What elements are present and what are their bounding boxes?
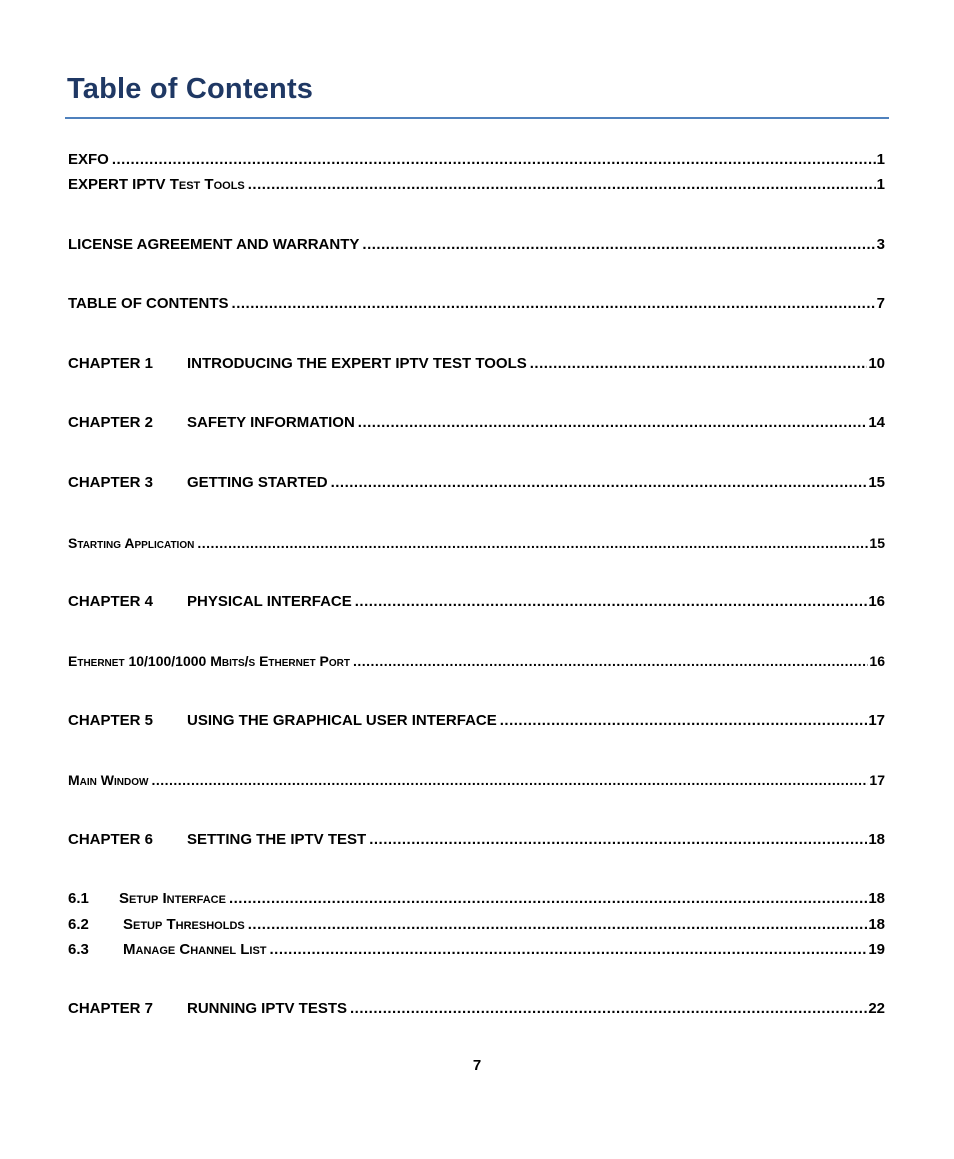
toc-entry-label: RUNNING IPTV TESTS [187, 1000, 348, 1017]
toc-entry-license-agreement[interactable] [68, 234, 885, 256]
toc-dot-leader [112, 149, 876, 171]
toc-entry-ethernet-port[interactable] [68, 650, 885, 672]
toc-entry-section-6-3[interactable] [68, 939, 885, 961]
toc-dot-leader [362, 234, 875, 256]
toc-entry-page: 1 [876, 176, 885, 193]
toc-entry-exfo[interactable] [68, 149, 885, 171]
toc-entry-section-6-2[interactable] [68, 914, 885, 936]
toc-entry-label: PHYSICAL INTERFACE [187, 593, 352, 610]
toc-dot-leader [197, 532, 868, 554]
toc-entry-page: 18 [868, 916, 885, 933]
toc-entry-label: Ethernet 10/100/1000 Mbits/s Ethernet Port [68, 653, 350, 669]
toc-entry-number: CHAPTER 7 [68, 1000, 154, 1017]
toc-entry-number: 6.3 [68, 941, 89, 958]
toc-dot-leader [270, 939, 868, 961]
toc-entry-chapter-2[interactable] [68, 412, 885, 434]
toc-entry-label: GETTING STARTED [187, 474, 328, 491]
toc-entry-number: 6.1 [68, 890, 89, 907]
toc-entry-page: 3 [876, 236, 885, 253]
toc-entry-page: 18 [868, 890, 885, 907]
toc-dot-leader [232, 293, 876, 315]
toc-entry-page: 10 [868, 355, 885, 372]
toc-entry-label: INTRODUCING THE EXPERT IPTV TEST TOOLS [187, 355, 527, 372]
toc-entry-number: CHAPTER 6 [68, 831, 154, 848]
toc-entry-chapter-5[interactable] [68, 710, 885, 732]
page-number: 7 [472, 1057, 482, 1074]
toc-entry-number: CHAPTER 1 [68, 355, 154, 372]
toc-entry-page: 17 [869, 772, 885, 788]
toc-entry-label: LICENSE AGREEMENT AND WARRANTY [68, 236, 360, 253]
toc-entry-table-of-contents[interactable] [68, 293, 885, 315]
toc-entry-number: 6.2 [68, 916, 89, 933]
toc-dot-leader [151, 769, 868, 791]
toc-entry-label: Main Window [68, 772, 149, 788]
toc-dot-leader [353, 650, 868, 672]
toc-entry-number: CHAPTER 5 [68, 712, 154, 729]
page-title: Table of Contents [67, 73, 314, 105]
toc-entry-starting-application[interactable] [68, 532, 885, 554]
toc-entry-page: 18 [868, 831, 885, 848]
toc-dot-leader [248, 174, 876, 196]
toc-entry-number: CHAPTER 3 [68, 474, 154, 491]
toc-dot-leader [358, 412, 868, 434]
toc-entry-label: TABLE OF CONTENTS [68, 295, 229, 312]
toc-entry-page: 7 [876, 295, 885, 312]
toc-dot-leader [229, 888, 867, 910]
toc-entry-chapter-7[interactable] [68, 998, 885, 1020]
toc-entry-label: Setup Interface [119, 890, 226, 907]
toc-entry-chapter-4[interactable] [68, 591, 885, 613]
toc-entry-page: 19 [868, 941, 885, 958]
toc-dot-leader [355, 591, 868, 613]
toc-entry-page: 16 [869, 653, 885, 669]
toc-entry-expert-iptv-test-tools[interactable] [68, 174, 885, 196]
toc-entry-page: 15 [868, 474, 885, 491]
toc-entry-label: SAFETY INFORMATION [187, 414, 355, 431]
toc-entry-number: CHAPTER 4 [68, 593, 154, 610]
toc-entry-label: EXFO [68, 151, 109, 168]
toc-entry-label: USING THE GRAPHICAL USER INTERFACE [187, 712, 497, 729]
toc-entry-chapter-3[interactable] [68, 472, 885, 494]
toc-entry-chapter-6[interactable] [68, 829, 885, 851]
toc-entry-chapter-1[interactable] [68, 353, 885, 375]
toc-dot-leader [331, 472, 868, 494]
toc-entry-page: 22 [868, 1000, 885, 1017]
toc-entry-main-window[interactable] [68, 769, 885, 791]
toc-entry-page: 1 [876, 151, 885, 168]
toc-dot-leader [500, 710, 868, 732]
toc-entry-label: Manage Channel List [123, 941, 267, 958]
toc-dot-leader [350, 998, 867, 1020]
toc-entry-label: Starting Application [68, 535, 195, 551]
table-of-contents [68, 0, 885, 1159]
toc-entry-label: EXPERT IPTV Test Tools [68, 176, 245, 193]
toc-entry-label: SETTING THE IPTV TEST [187, 831, 367, 848]
toc-entry-number: CHAPTER 2 [68, 414, 154, 431]
toc-dot-leader [248, 914, 868, 936]
toc-entry-section-6-1[interactable] [68, 888, 885, 910]
toc-entry-page: 16 [868, 593, 885, 610]
toc-entry-page: 14 [868, 414, 885, 431]
toc-entry-label: Setup Thresholds [123, 916, 245, 933]
toc-dot-leader [530, 353, 868, 375]
toc-entry-page: 17 [868, 712, 885, 729]
toc-entry-page: 15 [869, 535, 885, 551]
toc-dot-leader [369, 829, 867, 851]
